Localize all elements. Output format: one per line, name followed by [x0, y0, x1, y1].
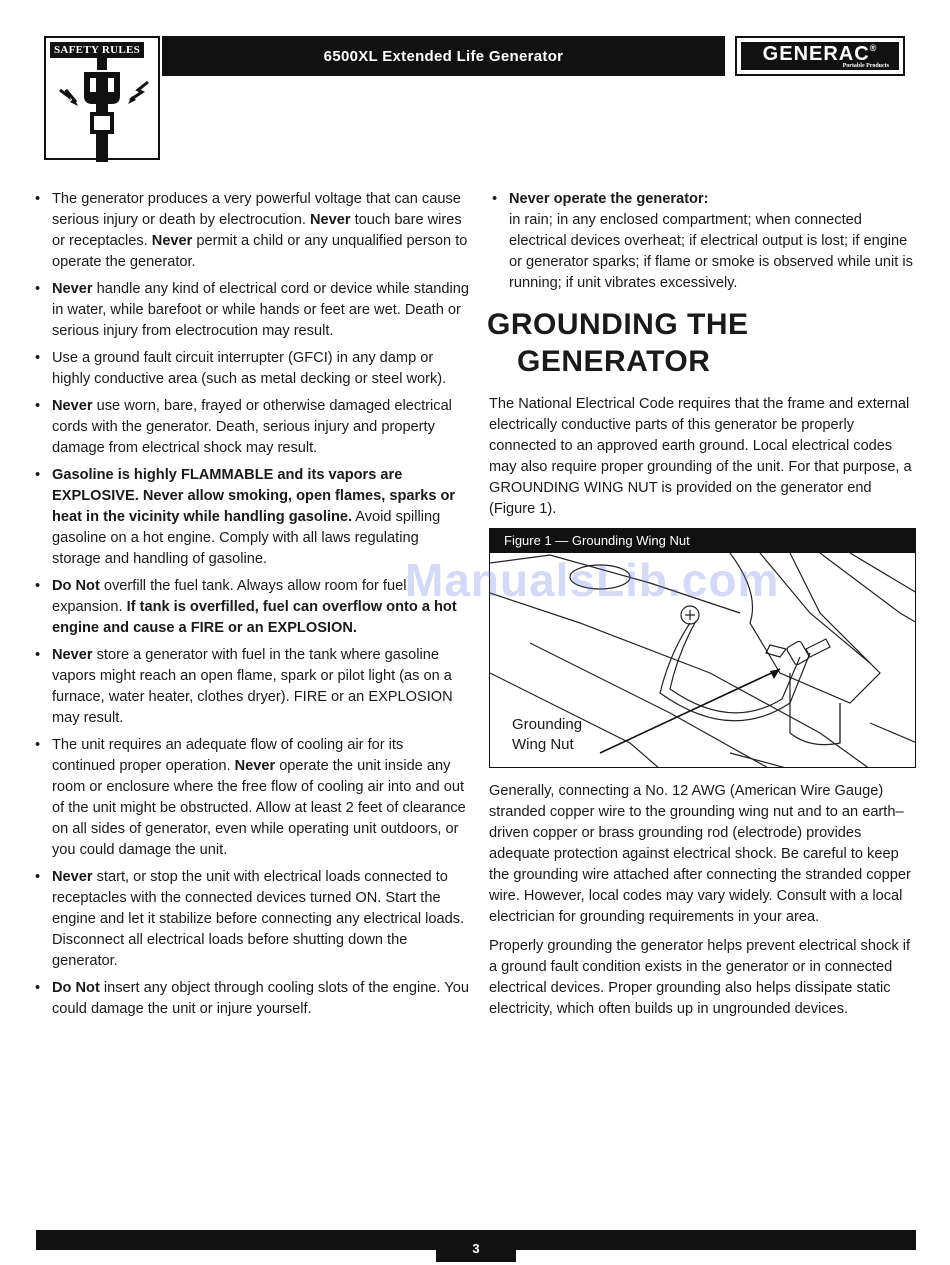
bullet-text-segment: Never — [52, 869, 93, 885]
left-column — [32, 189, 469, 1026]
operate-warning-text: in rain; in any enclosed compartment; when connected electrical devices overheat; if electrical output is lost; if engine or generator sparks; if flame or smoke is observed while unit is running; if unit vibrates excessively. — [509, 212, 913, 291]
figure-label-line-2: Wing Nut — [512, 736, 574, 753]
safety-bullet-item — [32, 645, 469, 729]
generac-logo — [735, 36, 905, 76]
bullet-text-segment: permit a child or any unqualified person to operate the generator. — [52, 233, 468, 270]
bullet-text-segment: Use a ground fault circuit interrupter (GFCI) in any damp or highly conductive area (such as metal decking or steel work). — [52, 350, 447, 387]
bullet-text-segment: The unit requires an adequate flow of cooling air for its continued proper operation. — [52, 737, 404, 774]
safety-rules-badge — [44, 36, 160, 160]
safety-bullet-item — [32, 576, 469, 639]
registered-mark: ® — [869, 43, 878, 53]
bullet-text-segment: store a generator with fuel in the tank where gasoline vapors might reach an open flame, spark or pilot light (as on a furnace, water heater, clothes dryer). FIRE or an EXPLOSION may result. — [52, 647, 453, 726]
safety-bullet-item — [32, 735, 469, 861]
bullet-text-segment: handle any kind of electrical cord or device while standing in water, while barefoot or while hands or feet are wet. Death or serious injury from electrocution may result. — [52, 281, 469, 339]
bullet-text-segment: The generator produces a very powerful voltage that can cause serious injury or death by electrocution. — [52, 191, 461, 228]
safety-rules-label: SAFETY RULES — [50, 42, 144, 58]
safety-bullet-item — [32, 867, 469, 972]
grounding-paragraph-1: The National Electrical Code requires that the frame and external electrically conductive parts of this generator be properly connected to an approved earth ground. Local electrical codes may also require proper grounding of the unit. For that purpose, a GROUNDING WING NUT is provided on the generator end (Figure 1). — [489, 396, 912, 517]
safety-bullet-item — [32, 348, 469, 390]
bullet-text-segment: Never — [234, 758, 276, 774]
grounding-paragraph-2: Generally, connecting a No. 12 AWG (American Wire Gauge) stranded copper wire to the grounding wing nut and to an earth–driven copper or brass grounding rod (electrode) provides adequate protection against electrical shock. Be careful to keep the grounding wire attached after connecting the stranded copper wire. However, local codes may vary widely. Consult with a local electrician for grounding requirements in your area. — [489, 783, 911, 925]
bullet-text-segment: insert any object through cooling slots of the engine. You could damage the unit or injure yourself. — [52, 980, 469, 1017]
safety-bullet-item — [32, 978, 469, 1020]
safety-bullet-item — [32, 465, 469, 570]
figure-label-line-1: Grounding — [512, 716, 583, 733]
bullet-text-segment: Never — [52, 398, 93, 414]
operate-warning-list — [489, 189, 921, 294]
heading-line-2: GENERATOR — [517, 345, 711, 378]
electric-plug-icon — [46, 38, 162, 162]
brand-tagline: Portable Products — [842, 63, 889, 69]
bullet-text-segment: Avoid spilling gasoline on a hot engine. Comply with all laws regulating storage and handling of gasoline. — [52, 509, 441, 567]
bullet-text-segment: overfill the fuel tank. Always allow room for fuel expansion. — [52, 578, 407, 615]
brand-name: GENERAC — [762, 43, 870, 65]
bullet-text-segment: Never — [52, 647, 93, 663]
bullet-text-segment: Gasoline is highly FLAMMABLE and its vapors are EXPLOSIVE. Never allow smoking, open flames, sparks or heat in the vicinity while handling gasoline. — [52, 467, 456, 525]
bullet-text-segment: Never — [151, 233, 193, 249]
operate-warning-item — [489, 189, 921, 294]
bullet-text-segment: If tank is overfilled, fuel can overflow onto a hot engine and cause a FIRE or an EXPLOSION. — [52, 599, 457, 636]
bullet-text-segment: Never — [52, 281, 93, 297]
safety-bullet-item — [32, 279, 469, 342]
section-heading — [487, 306, 921, 380]
watermark: ManualsLib.com — [405, 554, 780, 606]
bullet-text-segment: use worn, bare, frayed or otherwise damaged electrical cords with the generator. Death, serious injury and property damage from electrical shock may result. — [52, 398, 452, 456]
safety-bullet-list — [32, 189, 469, 1020]
bullet-text-segment: touch bare wires or receptacles. — [52, 212, 462, 249]
figure-grounding-wing-nut — [489, 528, 916, 768]
document-title: 6500XL Extended Life Generator — [162, 36, 725, 76]
figure-caption: Figure 1 — Grounding Wing Nut — [490, 529, 915, 553]
safety-bullet-item — [32, 189, 469, 273]
bullet-text-segment: Do Not — [52, 578, 100, 594]
right-column — [489, 189, 921, 1028]
figure-label — [512, 715, 602, 755]
heading-line-1: GROUNDING THE — [487, 308, 749, 341]
safety-bullet-item — [32, 396, 469, 459]
operate-warning-title: Never operate the generator: — [509, 191, 709, 207]
bullet-text-segment: operate the unit inside any room or enclosure where the free flow of cooling air into and out of the unit might be obstructed. Allow at least 2 feet of clearance on all sides of generator, even while operating unit outdoors, or you could damage the unit. — [52, 758, 466, 858]
page-number: 3 — [436, 1236, 516, 1262]
bullet-text-segment: Do Not — [52, 980, 100, 996]
grounding-paragraph-3: Properly grounding the generator helps prevent electrical shock if a ground fault condition exists in the generator or in connected electrical devices. Proper grounding also helps dissipate static electricity, which often builds up in ungrounded devices. — [489, 938, 911, 1017]
bullet-text-segment: start, or stop the unit with electrical loads connected to receptacles with the connected devices turned ON. Start the engine and let it stabilize before connecting any electrical loads. Disconnect all electrical loads before shutting down the generator. — [52, 869, 465, 969]
bullet-text-segment: Never — [309, 212, 351, 228]
